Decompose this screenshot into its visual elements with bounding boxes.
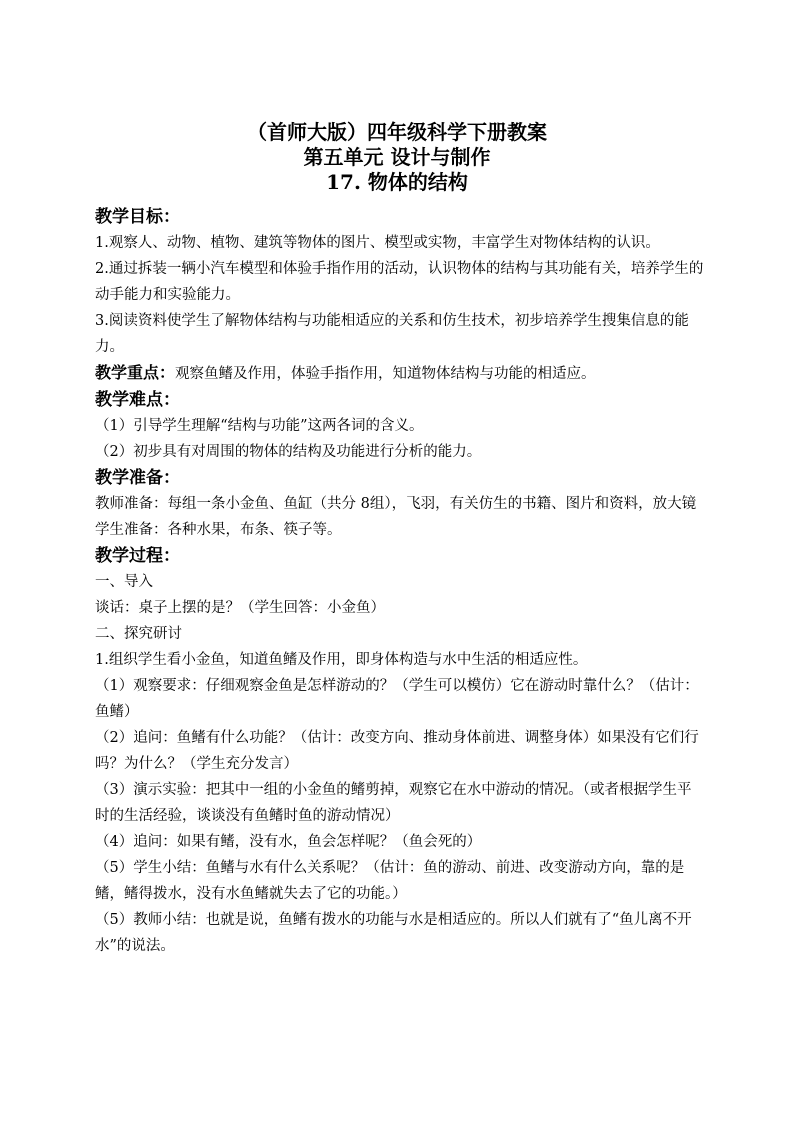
lesson-title: 17. 物体的结构 (326, 170, 468, 194)
teacher-preparation: 教师准备：每组一条小金鱼、鱼缸（共分 8组），飞羽，有关仿生的书籍、图片和资料，放大镜 (95, 496, 697, 512)
title-block (0, 120, 794, 195)
document-title: （首师大版）四年级科学下册教案 (247, 120, 547, 144)
objective-item: 1.观察人、动物、植物、建筑等物体的图片、模型或实物，丰富学生对物体结构的认识。 (95, 235, 660, 251)
difficulty-item: （1）引导学生理解“结构与功能”这两各词的含义。 (95, 418, 424, 434)
process-heading: 教学过程： (95, 546, 180, 566)
process-item: （3）演示实验：把其中一组的小金鱼的鳍剪掉，观察它在水中游动的情况。（或者根据学生平时的生活经验，谈谈没有鱼鳍时鱼的游动情况） (95, 782, 692, 824)
process-item: （2）追问：鱼鳍有什么功能？（估计：改变方向、推动身体前进、调整身体）如果没有它们行吗？为什么？（学生充分发言） (95, 730, 699, 772)
process-item: （1）观察要求：仔细观察金鱼是怎样游动的？（学生可以模仿）它在游动时靠什么？（估计：鱼鳍） (95, 678, 699, 720)
process-item: 谈话：桌子上摆的是？（学生回答：小金鱼） (95, 600, 385, 616)
student-preparation: 学生准备：各种水果，布条、筷子等。 (95, 522, 342, 538)
process-item: （4）追问：如果有鳍，没有水，鱼会怎样呢？（鱼会死的） (95, 834, 482, 850)
document-body (95, 204, 705, 959)
objective-item: 3.阅读资料使学生了解物体结构与功能相适应的关系和仿生技术，初步培养学生搜集信息的能力。 (95, 313, 689, 355)
process-item: 二、探究研讨 (95, 626, 182, 642)
key-point-label: 教学重点： (95, 363, 176, 382)
preparation-heading: 教学准备： (95, 468, 180, 488)
process-item: 1.组织学生看小金鱼，知道鱼鳍及作用，即身体构造与水中生活的相适应性。 (95, 652, 588, 668)
process-item: （5）学生小结：鱼鳍与水有什么关系呢？（估计：鱼的游动、前进、改变游动方向，靠的是鳍，鳍得拨水，没有水鱼鳍就失去了它的功能。） (95, 860, 685, 902)
process-item: （5）教师小结：也就是说，鱼鳍有拨水的功能与水是相适应的。所以人们就有了“鱼儿离不开水”的说法。 (95, 912, 692, 954)
difficulty-heading: 教学难点： (95, 390, 180, 410)
unit-title: 第五单元 设计与制作 (303, 145, 491, 169)
difficulty-item: （2）初步具有对周围的物体的结构及功能进行分析的能力。 (95, 444, 482, 460)
objective-item: 2.通过拆装一辆小汽车模型和体验手指作用的活动，认识物体的结构与其功能有关，培养学生的动手能力和实验能力。 (95, 261, 704, 303)
objectives-heading: 教学目标： (95, 207, 180, 227)
key-point-text: 观察鱼鳍及作用，体验手指作用，知道物体结构与功能的相适应。 (175, 366, 596, 382)
process-item: 一、导入 (95, 574, 153, 590)
key-point-paragraph (95, 360, 705, 387)
